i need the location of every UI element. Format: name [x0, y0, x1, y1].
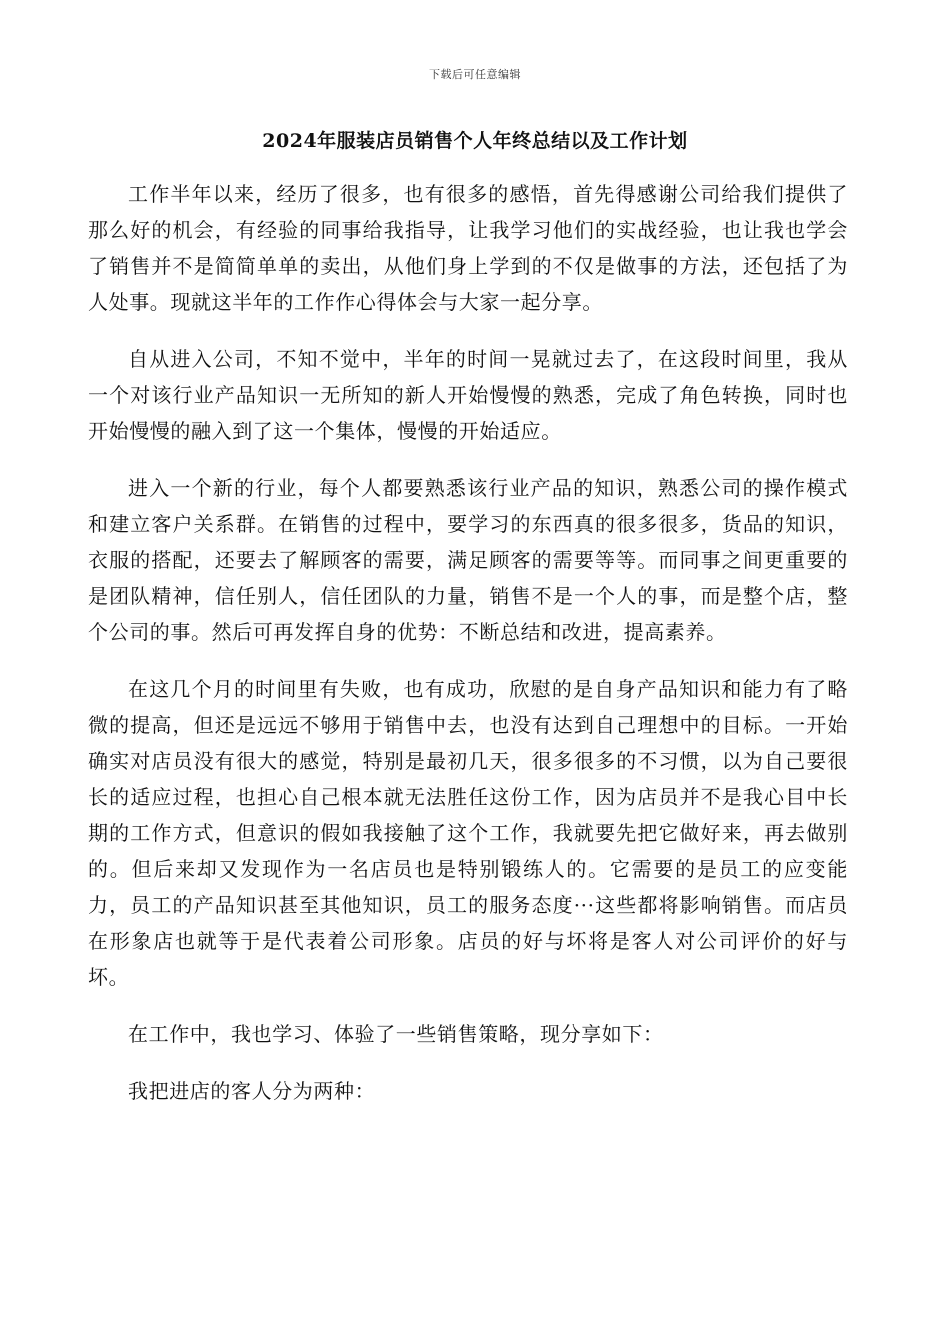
paragraph: 在工作中，我也学习、体验了一些销售策略，现分享如下：	[128, 1022, 664, 1046]
paragraph: 我把进店的客人分为两种：	[128, 1079, 376, 1103]
paragraph: 工作半年以来，经历了很多，也有很多的感悟，首先得感谢公司给我们提供了那么好的机会，有经验的同事给我指导，让我学习他们的实战经验，也让我也学会了销售并不是简简单单的卖出，从他们身上学到的不仅是做事的方法，还包括了为人处事。现就这半年的工作作心得体会与大家一起分享。	[88, 182, 848, 314]
paragraph: 进入一个新的行业，每个人都要熟悉该行业产品的知识，熟悉公司的操作模式和建立客户关系群。在销售的过程中，要学习的东西真的很多很多，货品的知识，衣服的搭配，还要去了解顾客的需要，满足顾客的需要等等。而同事之间更重要的是团队精神，信任别人，信任团队的力量，销售不是一个人的事，而是整个店，整个公司的事。然后可再发挥自身的优势：不断总结和改进，提高素养。	[88, 476, 848, 644]
document-body	[88, 176, 848, 1130]
page-header: 下载后可任意编辑	[429, 68, 521, 81]
document-title: 2024年服装店员销售个人年终总结以及工作计划	[262, 130, 688, 152]
paragraph: 在这几个月的时间里有失败，也有成功，欣慰的是自身产品知识和能力有了略微的提高，但还是远远不够用于销售中去，也没有达到自己理想中的目标。一开始确实对店员没有很大的感觉，特别是最初几天，很多很多的不习惯，以为自己要很长的适应过程，也担心自己根本就无法胜任这份工作，因为店员并不是我心目中长期的工作方式，但意识的假如我接触了这个工作，我就要先把它做好来，再去做别的。但后来却又发现作为一名店员也是特别锻练人的。它需要的是员工的应变能力，员工的产品知识甚至其他知识，员工的服务态度···这些都将影响销售。而店员在形象店也就等于是代表着公司形象。店员的好与坏将是客人对公司评价的好与坏。	[88, 677, 848, 989]
paragraph: 自从进入公司，不知不觉中，半年的时间一晃就过去了，在这段时间里，我从一个对该行业产品知识一无所知的新人开始慢慢的熟悉，完成了角色转换，同时也开始慢慢的融入到了这一个集体，慢慢的开始适应。	[88, 347, 848, 443]
